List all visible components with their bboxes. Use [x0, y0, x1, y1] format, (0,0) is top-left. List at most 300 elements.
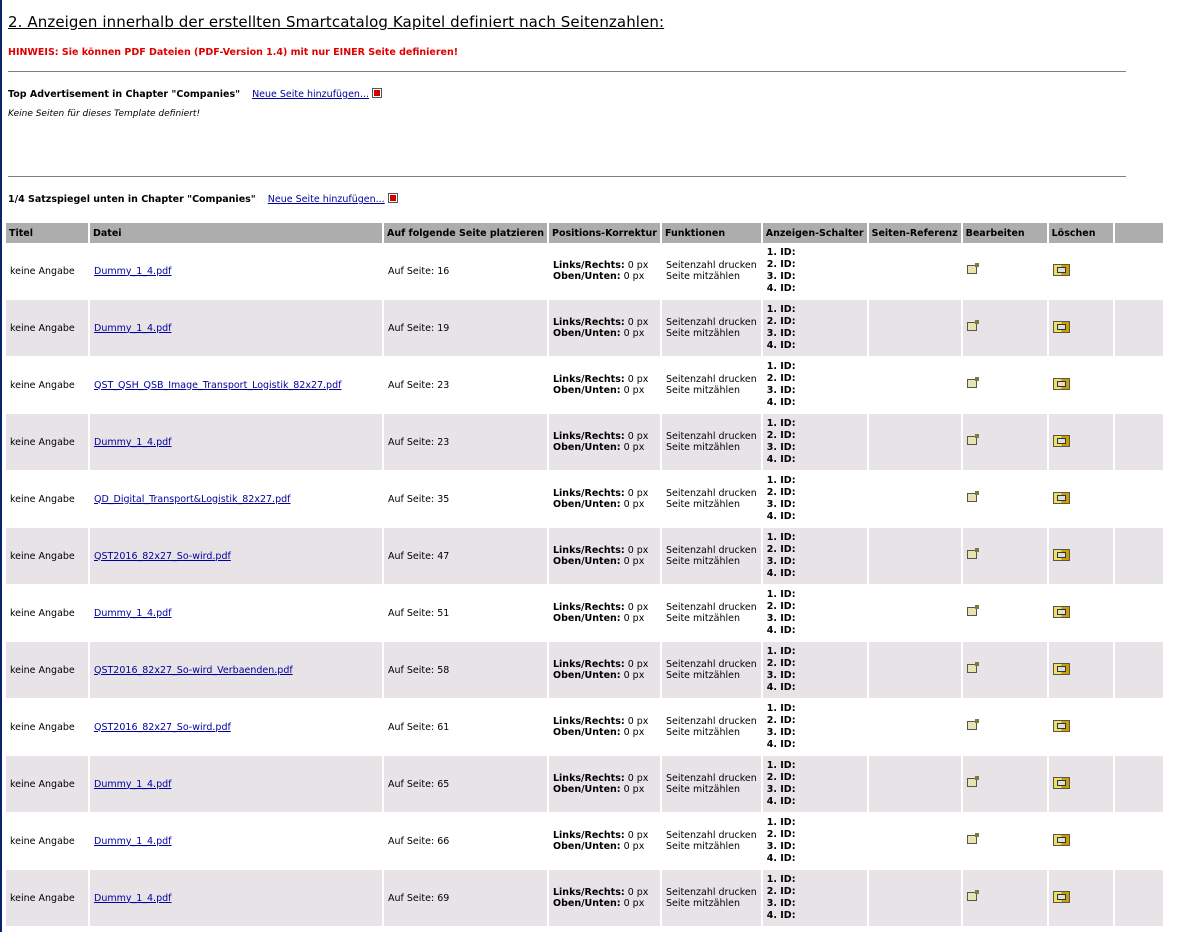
pdf-file-link[interactable]: QST2016_82x27_So-wird.pdf — [94, 550, 231, 562]
page-placement: Auf Seite: 35 — [388, 493, 450, 505]
id-label: 1. ID: — [766, 589, 796, 600]
cell-referenz — [869, 299, 961, 356]
pos-lr-label: Links/Rechts: — [553, 659, 625, 670]
cell-datei — [90, 527, 382, 584]
function-count-page: Seite mitzählen — [665, 556, 740, 567]
edit-icon[interactable] — [967, 379, 977, 388]
section-satzspiegel — [8, 194, 1183, 205]
pos-lr-value: 0 px — [627, 374, 649, 385]
pos-lr-label: Links/Rechts: — [553, 317, 625, 328]
cell-titel — [6, 299, 88, 356]
cell-schalter — [763, 243, 867, 299]
page-placement: Auf Seite: 47 — [388, 550, 450, 562]
cell-seite — [384, 755, 547, 812]
id-label: 3. ID: — [766, 898, 796, 909]
pdf-hint: HINWEIS: Sie können PDF Dateien (PDF-Version 1.4) mit nur EINER Seite definieren! — [8, 47, 459, 58]
id-label: 2. ID: — [766, 316, 796, 327]
edit-icon[interactable] — [967, 892, 977, 901]
table-row — [6, 641, 1163, 698]
cell-position — [549, 356, 660, 413]
cell-loeschen — [1049, 755, 1113, 812]
id-label: 1. ID: — [766, 817, 796, 828]
pdf-file-link[interactable]: Dummy_1_4.pdf — [94, 322, 172, 334]
cell-position — [549, 584, 660, 641]
window-left-edge — [0, 0, 2, 932]
title-value: keine Angabe — [10, 892, 75, 904]
id-label: 1. ID: — [766, 532, 796, 543]
pos-lr-label: Links/Rechts: — [553, 887, 625, 898]
cell-empty — [1115, 243, 1163, 299]
title-value: keine Angabe — [10, 607, 75, 619]
function-print-page: Seitenzahl drucken — [665, 830, 757, 841]
cell-funktionen — [662, 698, 761, 755]
cell-seite — [384, 641, 547, 698]
cell-empty — [1115, 356, 1163, 413]
title-value: keine Angabe — [10, 721, 75, 733]
cell-titel — [6, 470, 88, 527]
id-label: 3. ID: — [766, 613, 796, 624]
cell-funktionen — [662, 243, 761, 299]
pos-lr-label: Links/Rechts: — [553, 431, 625, 442]
delete-icon[interactable] — [1053, 549, 1070, 561]
pdf-file-link[interactable]: Dummy_1_4.pdf — [94, 835, 172, 847]
pos-lr-value: 0 px — [627, 659, 649, 670]
title-value: keine Angabe — [10, 436, 75, 448]
cell-loeschen — [1049, 527, 1113, 584]
id-label: 2. ID: — [766, 544, 796, 555]
pos-ou-label: Oben/Unten: — [553, 271, 621, 282]
id-label: 3. ID: — [766, 499, 796, 510]
cell-position — [549, 755, 660, 812]
cell-funktionen — [662, 527, 761, 584]
cell-empty — [1115, 470, 1163, 527]
id-label: 3. ID: — [766, 727, 796, 738]
function-count-page: Seite mitzählen — [665, 499, 740, 510]
page-placement: Auf Seite: 19 — [388, 322, 450, 334]
id-label: 4. ID: — [766, 397, 796, 408]
pos-lr-value: 0 px — [627, 317, 649, 328]
pos-lr-value: 0 px — [627, 602, 649, 613]
cell-datei — [90, 755, 382, 812]
function-print-page: Seitenzahl drucken — [665, 773, 757, 784]
function-print-page: Seitenzahl drucken — [665, 317, 757, 328]
cell-titel — [6, 584, 88, 641]
id-label: 1. ID: — [766, 646, 796, 657]
edit-icon[interactable] — [967, 322, 977, 331]
table-row — [6, 584, 1163, 641]
cell-funktionen — [662, 869, 761, 926]
pdf-file-link[interactable]: QST2016_82x27_So-wird_Verbaenden.pdf — [94, 664, 293, 676]
cell-titel — [6, 869, 88, 926]
delete-icon[interactable] — [1053, 321, 1070, 333]
section-title: 1/4 Satzspiegel unten in Chapter "Companies" — [8, 194, 256, 205]
table-row — [6, 812, 1163, 869]
function-count-page: Seite mitzählen — [665, 328, 740, 339]
cell-empty — [1115, 755, 1163, 812]
page-placement: Auf Seite: 69 — [388, 892, 450, 904]
title-value: keine Angabe — [10, 835, 75, 847]
table-row — [6, 356, 1163, 413]
col-header-bearbeiten: Bearbeiten — [963, 223, 1047, 243]
function-count-page: Seite mitzählen — [665, 670, 740, 681]
edit-icon[interactable] — [967, 436, 977, 445]
table-row — [6, 527, 1163, 584]
cell-titel — [6, 413, 88, 470]
function-count-page: Seite mitzählen — [665, 442, 740, 453]
cell-referenz — [869, 527, 961, 584]
cell-position — [549, 413, 660, 470]
cell-datei — [90, 584, 382, 641]
cell-titel — [6, 698, 88, 755]
cell-referenz — [869, 584, 961, 641]
title-value: keine Angabe — [10, 493, 75, 505]
pos-ou-value: 0 px — [623, 613, 645, 624]
table-row — [6, 470, 1163, 527]
pdf-file-link[interactable]: QST2016_82x27_So-wird.pdf — [94, 721, 231, 733]
cell-seite — [384, 869, 547, 926]
cell-empty — [1115, 869, 1163, 926]
cell-funktionen — [662, 413, 761, 470]
pdf-file-link[interactable]: Dummy_1_4.pdf — [94, 892, 172, 904]
pos-lr-value: 0 px — [627, 545, 649, 556]
table-row — [6, 413, 1163, 470]
delete-icon[interactable] — [1053, 891, 1070, 903]
cell-seite — [384, 413, 547, 470]
id-label: 4. ID: — [766, 739, 796, 750]
cell-titel — [6, 356, 88, 413]
cell-seite — [384, 812, 547, 869]
cell-empty — [1115, 527, 1163, 584]
cell-bearbeiten — [963, 812, 1047, 869]
id-label: 1. ID: — [766, 304, 796, 315]
pos-lr-label: Links/Rechts: — [553, 602, 625, 613]
cell-loeschen — [1049, 641, 1113, 698]
cell-referenz — [869, 812, 961, 869]
pdf-file-link[interactable]: Dummy_1_4.pdf — [94, 778, 172, 790]
cell-empty — [1115, 584, 1163, 641]
cell-bearbeiten — [963, 698, 1047, 755]
cell-position — [549, 641, 660, 698]
function-print-page: Seitenzahl drucken — [665, 716, 757, 727]
cell-schalter — [763, 584, 867, 641]
page-placement: Auf Seite: 65 — [388, 778, 450, 790]
id-label: 2. ID: — [766, 430, 796, 441]
cell-position — [549, 812, 660, 869]
cell-bearbeiten — [963, 356, 1047, 413]
pos-ou-label: Oben/Unten: — [553, 442, 621, 453]
page-placement: Auf Seite: 23 — [388, 379, 450, 391]
pos-lr-value: 0 px — [627, 830, 649, 841]
cell-loeschen — [1049, 812, 1113, 869]
delete-icon[interactable] — [1053, 435, 1070, 447]
table-row — [6, 755, 1163, 812]
id-label: 4. ID: — [766, 283, 796, 294]
pdf-file-link[interactable]: Dummy_1_4.pdf — [94, 265, 172, 277]
function-print-page: Seitenzahl drucken — [665, 887, 757, 898]
pos-ou-value: 0 px — [623, 556, 645, 567]
cell-funktionen — [662, 812, 761, 869]
pos-ou-value: 0 px — [623, 328, 645, 339]
edit-icon[interactable] — [967, 607, 977, 616]
id-label: 1. ID: — [766, 760, 796, 771]
pos-lr-label: Links/Rechts: — [553, 374, 625, 385]
cell-funktionen — [662, 641, 761, 698]
id-label: 3. ID: — [766, 271, 796, 282]
function-count-page: Seite mitzählen — [665, 841, 740, 852]
edit-icon[interactable] — [967, 265, 977, 274]
table-row — [6, 698, 1163, 755]
col-header-funktionen: Funktionen — [662, 223, 761, 243]
pos-lr-value: 0 px — [627, 260, 649, 271]
cell-bearbeiten — [963, 755, 1047, 812]
title-value: keine Angabe — [10, 550, 75, 562]
edit-icon[interactable] — [967, 550, 977, 559]
cell-referenz — [869, 641, 961, 698]
id-label: 3. ID: — [766, 556, 796, 567]
cell-datei — [90, 470, 382, 527]
pos-ou-value: 0 px — [623, 727, 645, 738]
col-header-seite: Auf folgende Seite platzieren — [384, 223, 547, 243]
edit-icon[interactable] — [967, 778, 977, 787]
pos-ou-value: 0 px — [623, 670, 645, 681]
pos-ou-value: 0 px — [623, 271, 645, 282]
delete-icon[interactable] — [1053, 378, 1070, 390]
id-label: 2. ID: — [766, 715, 796, 726]
function-count-page: Seite mitzählen — [665, 727, 740, 738]
cell-schalter — [763, 641, 867, 698]
cell-referenz — [869, 698, 961, 755]
pdf-file-link[interactable]: QD_Digital_Transport&Logistik_82x27.pdf — [94, 493, 291, 505]
id-label: 3. ID: — [766, 670, 796, 681]
title-value: keine Angabe — [10, 322, 75, 334]
cell-referenz — [869, 869, 961, 926]
cell-position — [549, 299, 660, 356]
cell-datei — [90, 641, 382, 698]
pos-ou-value: 0 px — [623, 499, 645, 510]
cell-empty — [1115, 641, 1163, 698]
id-label: 3. ID: — [766, 841, 796, 852]
edit-icon[interactable] — [967, 721, 977, 730]
add-page-icon[interactable] — [388, 193, 398, 203]
cell-schalter — [763, 413, 867, 470]
cell-bearbeiten — [963, 869, 1047, 926]
id-label: 4. ID: — [766, 568, 796, 579]
table-row — [6, 243, 1163, 299]
cell-referenz — [869, 413, 961, 470]
ads-table — [4, 223, 1165, 926]
title-value: keine Angabe — [10, 778, 75, 790]
pos-ou-label: Oben/Unten: — [553, 385, 621, 396]
pos-ou-label: Oben/Unten: — [553, 727, 621, 738]
pos-lr-label: Links/Rechts: — [553, 488, 625, 499]
id-label: 2. ID: — [766, 487, 796, 498]
edit-icon[interactable] — [967, 835, 977, 844]
cell-position — [549, 869, 660, 926]
cell-loeschen — [1049, 299, 1113, 356]
id-label: 3. ID: — [766, 442, 796, 453]
col-header-titel: Titel — [6, 223, 88, 243]
pos-lr-label: Links/Rechts: — [553, 830, 625, 841]
col-header-schalter: Anzeigen-Schalter — [763, 223, 867, 243]
empty-state-text: Keine Seiten für dieses Template definiert! — [8, 109, 201, 119]
table-row — [6, 299, 1163, 356]
delete-icon[interactable] — [1053, 777, 1070, 789]
delete-icon[interactable] — [1053, 606, 1070, 618]
function-count-page: Seite mitzählen — [665, 784, 740, 795]
function-print-page: Seitenzahl drucken — [665, 659, 757, 670]
col-header-position: Positions-Korrektur — [549, 223, 660, 243]
delete-icon[interactable] — [1053, 663, 1070, 675]
function-print-page: Seitenzahl drucken — [665, 374, 757, 385]
title-value: keine Angabe — [10, 379, 75, 391]
cell-position — [549, 243, 660, 299]
id-label: 4. ID: — [766, 625, 796, 636]
cell-empty — [1115, 413, 1163, 470]
col-header-loeschen: Löschen — [1049, 223, 1113, 243]
col-header-empty — [1115, 223, 1163, 243]
id-label: 1. ID: — [766, 247, 796, 258]
edit-icon[interactable] — [967, 664, 977, 673]
cell-titel — [6, 812, 88, 869]
id-label: 1. ID: — [766, 874, 796, 885]
title-value: keine Angabe — [10, 265, 75, 277]
cell-schalter — [763, 755, 867, 812]
id-label: 2. ID: — [766, 886, 796, 897]
pos-lr-label: Links/Rechts: — [553, 716, 625, 727]
cell-seite — [384, 299, 547, 356]
delete-icon[interactable] — [1053, 492, 1070, 504]
add-page-icon[interactable] — [372, 88, 382, 98]
cell-seite — [384, 243, 547, 299]
cell-bearbeiten — [963, 641, 1047, 698]
page-title: 2. Anzeigen innerhalb der erstellten Smartcatalog Kapitel definiert nach Seitenzahlen: — [8, 13, 665, 31]
cell-funktionen — [662, 584, 761, 641]
cell-titel — [6, 527, 88, 584]
pos-ou-label: Oben/Unten: — [553, 556, 621, 567]
pos-ou-value: 0 px — [623, 385, 645, 396]
section-title: Top Advertisement in Chapter "Companies" — [8, 89, 241, 100]
section-top-advertisement — [8, 89, 1183, 100]
add-page-link[interactable]: Neue Seite hinzufügen... — [252, 89, 370, 100]
cell-bearbeiten — [963, 584, 1047, 641]
divider — [8, 71, 1126, 72]
function-print-page: Seitenzahl drucken — [665, 545, 757, 556]
id-label: 4. ID: — [766, 682, 796, 693]
pos-lr-value: 0 px — [627, 773, 649, 784]
id-label: 4. ID: — [766, 853, 796, 864]
pos-lr-value: 0 px — [627, 431, 649, 442]
cell-funktionen — [662, 470, 761, 527]
function-print-page: Seitenzahl drucken — [665, 488, 757, 499]
pos-ou-label: Oben/Unten: — [553, 898, 621, 909]
cell-funktionen — [662, 299, 761, 356]
cell-seite — [384, 527, 547, 584]
pos-lr-value: 0 px — [627, 488, 649, 499]
pdf-file-link[interactable]: QST_QSH_QSB_Image_Transport_Logistik_82x27.pdf — [94, 379, 342, 391]
pos-ou-label: Oben/Unten: — [553, 613, 621, 624]
edit-icon[interactable] — [967, 493, 977, 502]
id-label: 2. ID: — [766, 373, 796, 384]
pos-ou-value: 0 px — [623, 898, 645, 909]
id-label: 4. ID: — [766, 340, 796, 351]
title-value: keine Angabe — [10, 664, 75, 676]
cell-position — [549, 698, 660, 755]
cell-referenz — [869, 470, 961, 527]
page-placement: Auf Seite: 66 — [388, 835, 450, 847]
add-page-link[interactable]: Neue Seite hinzufügen... — [267, 194, 385, 205]
cell-bearbeiten — [963, 299, 1047, 356]
cell-seite — [384, 356, 547, 413]
divider — [8, 176, 1126, 177]
cell-bearbeiten — [963, 527, 1047, 584]
col-header-referenz: Seiten-Referenz — [869, 223, 961, 243]
cell-loeschen — [1049, 413, 1113, 470]
pos-ou-value: 0 px — [623, 442, 645, 453]
function-print-page: Seitenzahl drucken — [665, 431, 757, 442]
cell-empty — [1115, 698, 1163, 755]
function-print-page: Seitenzahl drucken — [665, 260, 757, 271]
col-header-datei: Datei — [90, 223, 382, 243]
delete-icon[interactable] — [1053, 264, 1070, 276]
page-placement: Auf Seite: 16 — [388, 265, 450, 277]
id-label: 3. ID: — [766, 385, 796, 396]
pos-ou-label: Oben/Unten: — [553, 328, 621, 339]
cell-seite — [384, 470, 547, 527]
table-row — [6, 869, 1163, 926]
id-label: 1. ID: — [766, 361, 796, 372]
pos-lr-label: Links/Rechts: — [553, 773, 625, 784]
pdf-file-link[interactable]: Dummy_1_4.pdf — [94, 607, 172, 619]
cell-empty — [1115, 812, 1163, 869]
page-content — [8, 0, 1183, 205]
function-count-page: Seite mitzählen — [665, 898, 740, 909]
pos-ou-value: 0 px — [623, 841, 645, 852]
function-count-page: Seite mitzählen — [665, 271, 740, 282]
function-print-page: Seitenzahl drucken — [665, 602, 757, 613]
cell-seite — [384, 584, 547, 641]
id-label: 1. ID: — [766, 418, 796, 429]
cell-bearbeiten — [963, 470, 1047, 527]
page-placement: Auf Seite: 23 — [388, 436, 450, 448]
cell-referenz — [869, 356, 961, 413]
id-label: 4. ID: — [766, 796, 796, 807]
pos-ou-value: 0 px — [623, 784, 645, 795]
id-label: 2. ID: — [766, 601, 796, 612]
delete-icon[interactable] — [1053, 834, 1070, 846]
cell-schalter — [763, 470, 867, 527]
cell-titel — [6, 243, 88, 299]
page-placement: Auf Seite: 51 — [388, 607, 450, 619]
id-label: 4. ID: — [766, 511, 796, 522]
pdf-file-link[interactable]: Dummy_1_4.pdf — [94, 436, 172, 448]
cell-datei — [90, 243, 382, 299]
cell-funktionen — [662, 356, 761, 413]
cell-datei — [90, 413, 382, 470]
pos-lr-label: Links/Rechts: — [553, 260, 625, 271]
page-placement: Auf Seite: 58 — [388, 664, 450, 676]
pos-ou-label: Oben/Unten: — [553, 841, 621, 852]
id-label: 2. ID: — [766, 259, 796, 270]
id-label: 4. ID: — [766, 910, 796, 921]
cell-position — [549, 527, 660, 584]
pos-lr-value: 0 px — [627, 887, 649, 898]
cell-datei — [90, 356, 382, 413]
cell-schalter — [763, 356, 867, 413]
cell-position — [549, 470, 660, 527]
pos-lr-label: Links/Rechts: — [553, 545, 625, 556]
id-label: 2. ID: — [766, 829, 796, 840]
delete-icon[interactable] — [1053, 720, 1070, 732]
